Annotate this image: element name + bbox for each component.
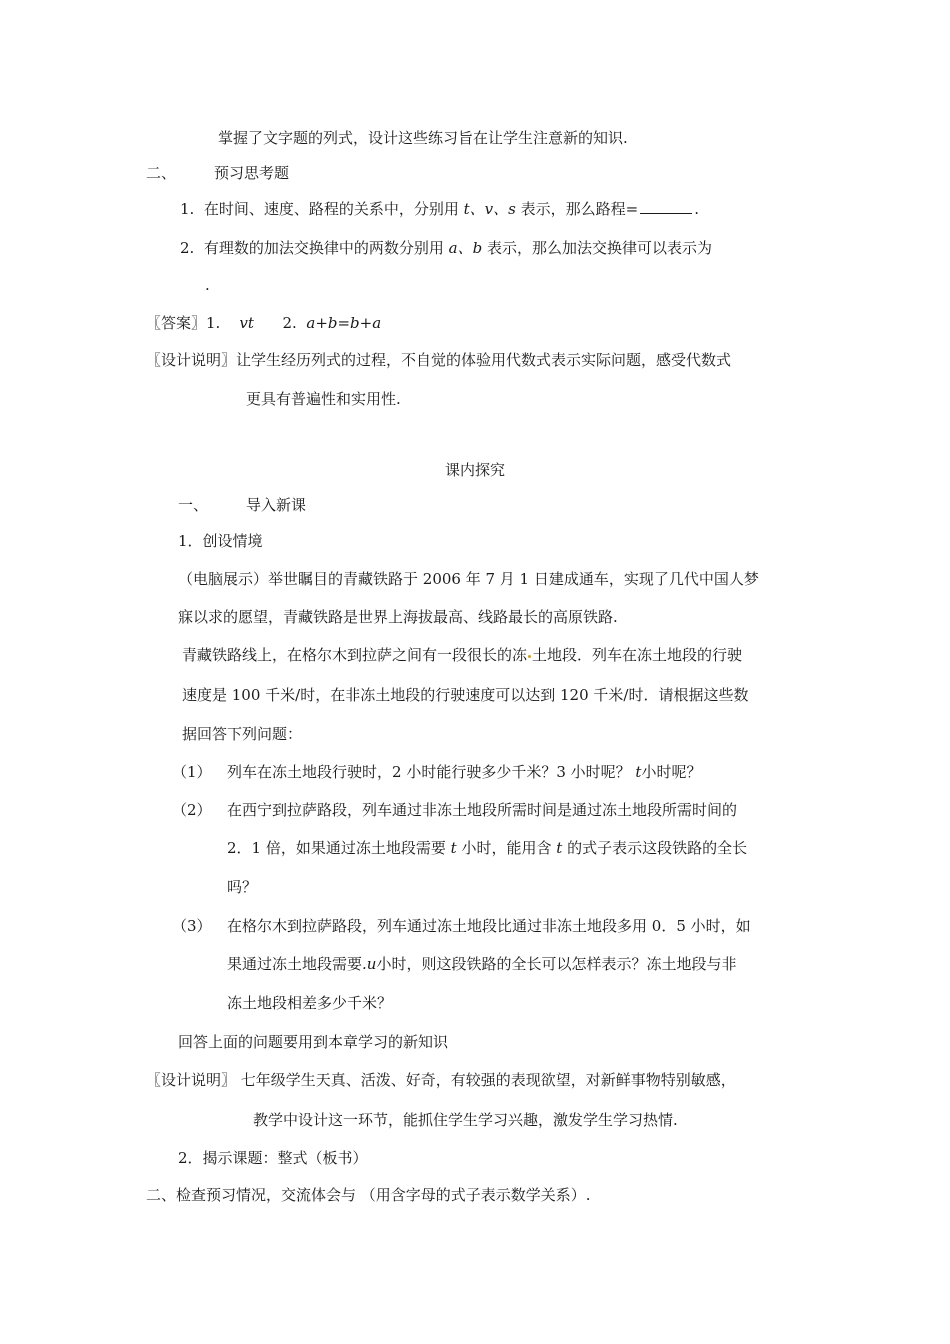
design-note-2-cont: 教学中设计这一环节，能抓住学生学习兴趣，激发学生学习热情.	[253, 1111, 678, 1129]
problem-1-number: （1）	[172, 763, 212, 781]
answer-number: 2.	[282, 314, 297, 332]
problem-2-line-1: 在西宁到拉萨路段，列车通过非冻土地段所需时间是通过冻土地段所需时间的	[227, 801, 738, 819]
problem-3-line-3: 冻土地段相差多少千米？	[227, 994, 393, 1012]
problem-2-line-3: 吗？	[227, 878, 258, 896]
design-text: 让学生经历列式的过程，不自觉的体验用代数式表示实际问题，感受代数式	[236, 351, 732, 369]
problem-1	[227, 762, 701, 782]
paragraph-2-line-3: 据回答下列问题：	[182, 725, 303, 743]
problem-2-line-2	[227, 838, 747, 858]
problem-variable: t	[635, 763, 642, 781]
problem-text: 的式子表示这段铁路的全长	[567, 839, 748, 857]
part-title: 导入新课	[246, 496, 307, 514]
problem-text: 小时呢？	[641, 763, 702, 781]
question-2-end: .	[205, 276, 210, 294]
question-text: 表示，那么路程=	[520, 200, 639, 218]
intro-line: 掌握了文字题的列式，设计这些练习旨在让学生注意新的知识.	[218, 129, 628, 147]
answer-2: a+b=b+a	[306, 314, 382, 332]
question-variables: t、v、s	[463, 200, 516, 218]
section-title: 预习思考题	[214, 164, 290, 182]
problem-variable: t	[556, 839, 563, 857]
paragraph-1-line-1: （电脑展示）举世瞩目的青藏铁路于 2006 年 7 月 1 日建成通车，实现了几代中国人梦	[178, 570, 759, 588]
problem-2-number: （2）	[172, 801, 212, 819]
question-variables: a、b	[448, 239, 483, 257]
question-text: 在时间、速度、路程的关系中，分别用	[203, 200, 459, 218]
problem-text: 列车在冻土地段行驶时，2 小时能行驶多少千米？3 小时呢？	[227, 763, 631, 781]
design-label: 〖设计说明〗	[146, 351, 237, 369]
paragraph-1-line-2: 寐以求的愿望，青藏铁路是世界上海拔最高、线路最长的高原铁路.	[178, 608, 618, 626]
paragraph-text: 土地段．列车在冻土地段的行驶	[532, 646, 743, 664]
closing-line: 回答上面的问题要用到本章学习的新知识	[178, 1033, 449, 1051]
problem-text: 小时，能用含	[461, 839, 552, 857]
answer-label: 〖答案〗1.	[146, 314, 221, 332]
problem-text: 小时，则这段铁路的全长可以怎样表示？冻土地段与非	[376, 955, 737, 973]
section-heading: 课内探究	[445, 461, 506, 479]
paragraph-text: 青藏铁路线上，在格尔木到拉萨之间有一段很长的冻	[182, 646, 528, 664]
problem-text: 果通过冻土地段需要	[227, 955, 363, 973]
problem-3-line-2	[227, 954, 736, 974]
answer-line	[146, 313, 381, 333]
section-number: 二、	[146, 164, 177, 182]
step-1: 1．创设情境	[178, 532, 263, 550]
problem-variable: .u	[362, 955, 377, 973]
problem-3-number: （3）	[172, 917, 212, 935]
paragraph-2-line-2: 速度是 100 千米/时，在非冻土地段的行驶速度可以达到 120 千米/时．请根据这些数	[182, 686, 749, 704]
design-text: 七年级学生天真、活泼、好奇，有较强的表现欲望，对新鲜事物特别敏感，	[240, 1071, 736, 1089]
question-1	[180, 199, 699, 219]
question-text: 表示，那么加法交换律可以表示为	[486, 239, 712, 257]
design-note-1	[146, 350, 731, 370]
question-end: .	[694, 200, 699, 218]
design-note-1-cont: 更具有普遍性和实用性.	[246, 390, 401, 408]
question-number: 2.	[180, 239, 195, 257]
stray-mark	[528, 655, 531, 658]
design-label: 〖设计说明〗	[146, 1071, 237, 1089]
step-2: 2．揭示课题：整式（板书）	[178, 1149, 368, 1167]
problem-variable: t	[450, 839, 457, 857]
answer-blank	[640, 199, 692, 214]
question-2	[180, 238, 712, 258]
answer-1: vt	[239, 314, 254, 332]
part-number: 一、	[178, 496, 209, 514]
question-number: 1.	[180, 200, 195, 218]
problem-text: 2．1 倍，如果通过冻土地段需要	[227, 839, 446, 857]
question-text: 有理数的加法交换律中的两数分别用	[203, 239, 444, 257]
paragraph-2-line-1	[182, 645, 742, 665]
design-note-2	[146, 1070, 736, 1090]
section-2-review: 二、检查预习情况，交流体会与 （用含字母的式子表示数学关系）.	[146, 1186, 591, 1204]
problem-3-line-1: 在格尔木到拉萨路段，列车通过冻土地段比通过非冻土地段多用 0．5 小时，如	[227, 917, 751, 935]
